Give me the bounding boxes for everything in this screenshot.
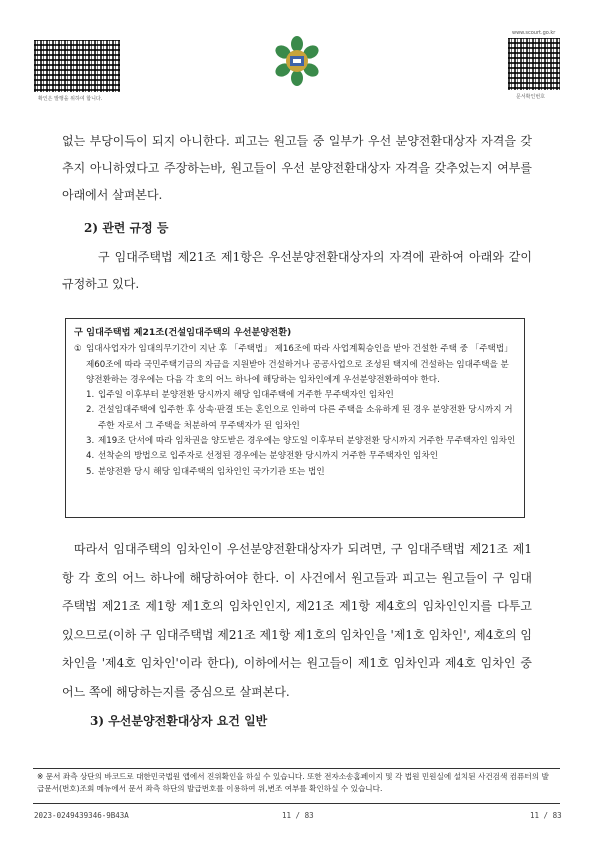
heading-3: 3) 우선분양전환대상자 요건 일반	[90, 714, 268, 728]
site-url: www.scourt.go.kr	[512, 30, 556, 36]
paragraph-1: 없는 부당이득이 되지 아니한다. 피고는 원고들 중 일부가 우선 분양전환대상자 자격을 갖추지 아니하였다고 주장하는바, 원고들이 우선 분양전환대상자 자격을 갖추었는지 여부를 아래에서 살펴본다.	[62, 134, 532, 202]
qr-code	[508, 38, 560, 90]
paragraph-2: 구 임대주택법 제21조 제1항은 우선분양전환대상자의 자격에 관하여 아래와 같이 규정하고 있다.	[62, 250, 532, 291]
issue-number: 2023-0249439346-9B43A	[34, 811, 129, 820]
statute-box	[65, 318, 525, 518]
statute-clause	[74, 342, 516, 388]
heading-2: 2) 관련 규정 등	[84, 221, 169, 235]
page-number-center: 11 / 83	[282, 811, 314, 820]
item-text: 분양전환 당시 해당 임대주택의 임차인인 국가기관 또는 법인	[98, 466, 325, 477]
court-emblem-icon	[269, 36, 325, 86]
item-number: 2.	[86, 405, 95, 416]
statute-item	[74, 449, 516, 464]
page-number-right: 11 / 83	[530, 811, 562, 820]
qr-caption: 문서확인번호	[516, 94, 545, 100]
item-text: 입주일 이후부터 분양전환 당시까지 해당 임대주택에 거주한 무주택자인 임차인	[98, 390, 394, 401]
barcode-caption: 확인은 발행을 위하여 합니다.	[38, 96, 103, 102]
item-text: 건설임대주택에 입주한 후 상속·판결 또는 혼인으로 인하여 다른 주택을 소유하게 된 경우 분양전환 당시까지 거주한 자로서 그 주택을 처분하여 무주택자가 된 임차인	[98, 405, 513, 431]
statute-item	[74, 388, 516, 403]
item-text: 제19조 단서에 따라 임차권을 양도받은 경우에는 양도일 이후부터 분양전환 당시까지 거주한 무주택자인 임차인	[98, 436, 516, 447]
item-text: 선착순의 방법으로 입주자로 선정된 경우에는 분양전환 당시까지 거주한 무주택자인 임차인	[98, 451, 439, 462]
statute-item	[74, 403, 516, 434]
paragraph-3: 따라서 임대주택의 임차인이 우선분양전환대상자가 되려면, 구 임대주택법 제21조 제1항 각 호의 어느 하나에 해당하여야 한다. 이 사건에서 원고들과 피고는 원고들이 구 임대주택법 제21조 제1항 제1호의 임차인인지, 제21조 제1항 제4호의 임차인인지를 다투고 있으므로(이하 구 임대주택법 제21조 제1항 제1호의 임차인을 '제1호 임차인', 제4호의 임차인을 '제4호 임차인'이라 한다), 이하에서는 원고들이 제1호 임차인과 제4호 임차인 중 어느 쪽에 해당하는지를 중심으로 살펴본다.	[62, 542, 532, 699]
clause-text: 임대사업자가 임대의무기간이 지난 후 「주택법」 제16조에 따라 사업계획승인을 받아 건설한 주택 중 「주택법」 제60조에 따라 국민주택기금의 자금을 지원받아 건설하거나 공공사업으로 조성된 택지에 건설하는 임대주택을 분양전환하는 경우에는 다음 각 호의 어느 하나에 해당하는 임차인에게 우선분양전환하여야 한다.	[86, 344, 513, 385]
item-number: 1.	[86, 390, 95, 401]
statute-title: 구 임대주택법 제21조(건설임대주택의 우선분양전환)	[74, 327, 292, 338]
verification-notice: ※ 문서 좌측 상단의 바코드로 대한민국법원 앱에서 진위확인을 하실 수 있습니다. 또한 전자소송홈페이지 및 각 법원 민원실에 설치된 사건검색 컴퓨터의 발급문서(번호)조회 메뉴에서 문서 좌측 하단의 발급번호를 이용하여 위,변조 여부를 확인하실 수 있습니다.	[33, 768, 560, 804]
verification-barcode	[34, 40, 120, 92]
item-number: 3.	[86, 436, 95, 447]
statute-item	[74, 434, 516, 449]
clause-number: ①	[74, 344, 82, 355]
item-number: 5.	[86, 466, 95, 477]
item-number: 4.	[86, 451, 95, 462]
statute-item	[74, 465, 516, 480]
